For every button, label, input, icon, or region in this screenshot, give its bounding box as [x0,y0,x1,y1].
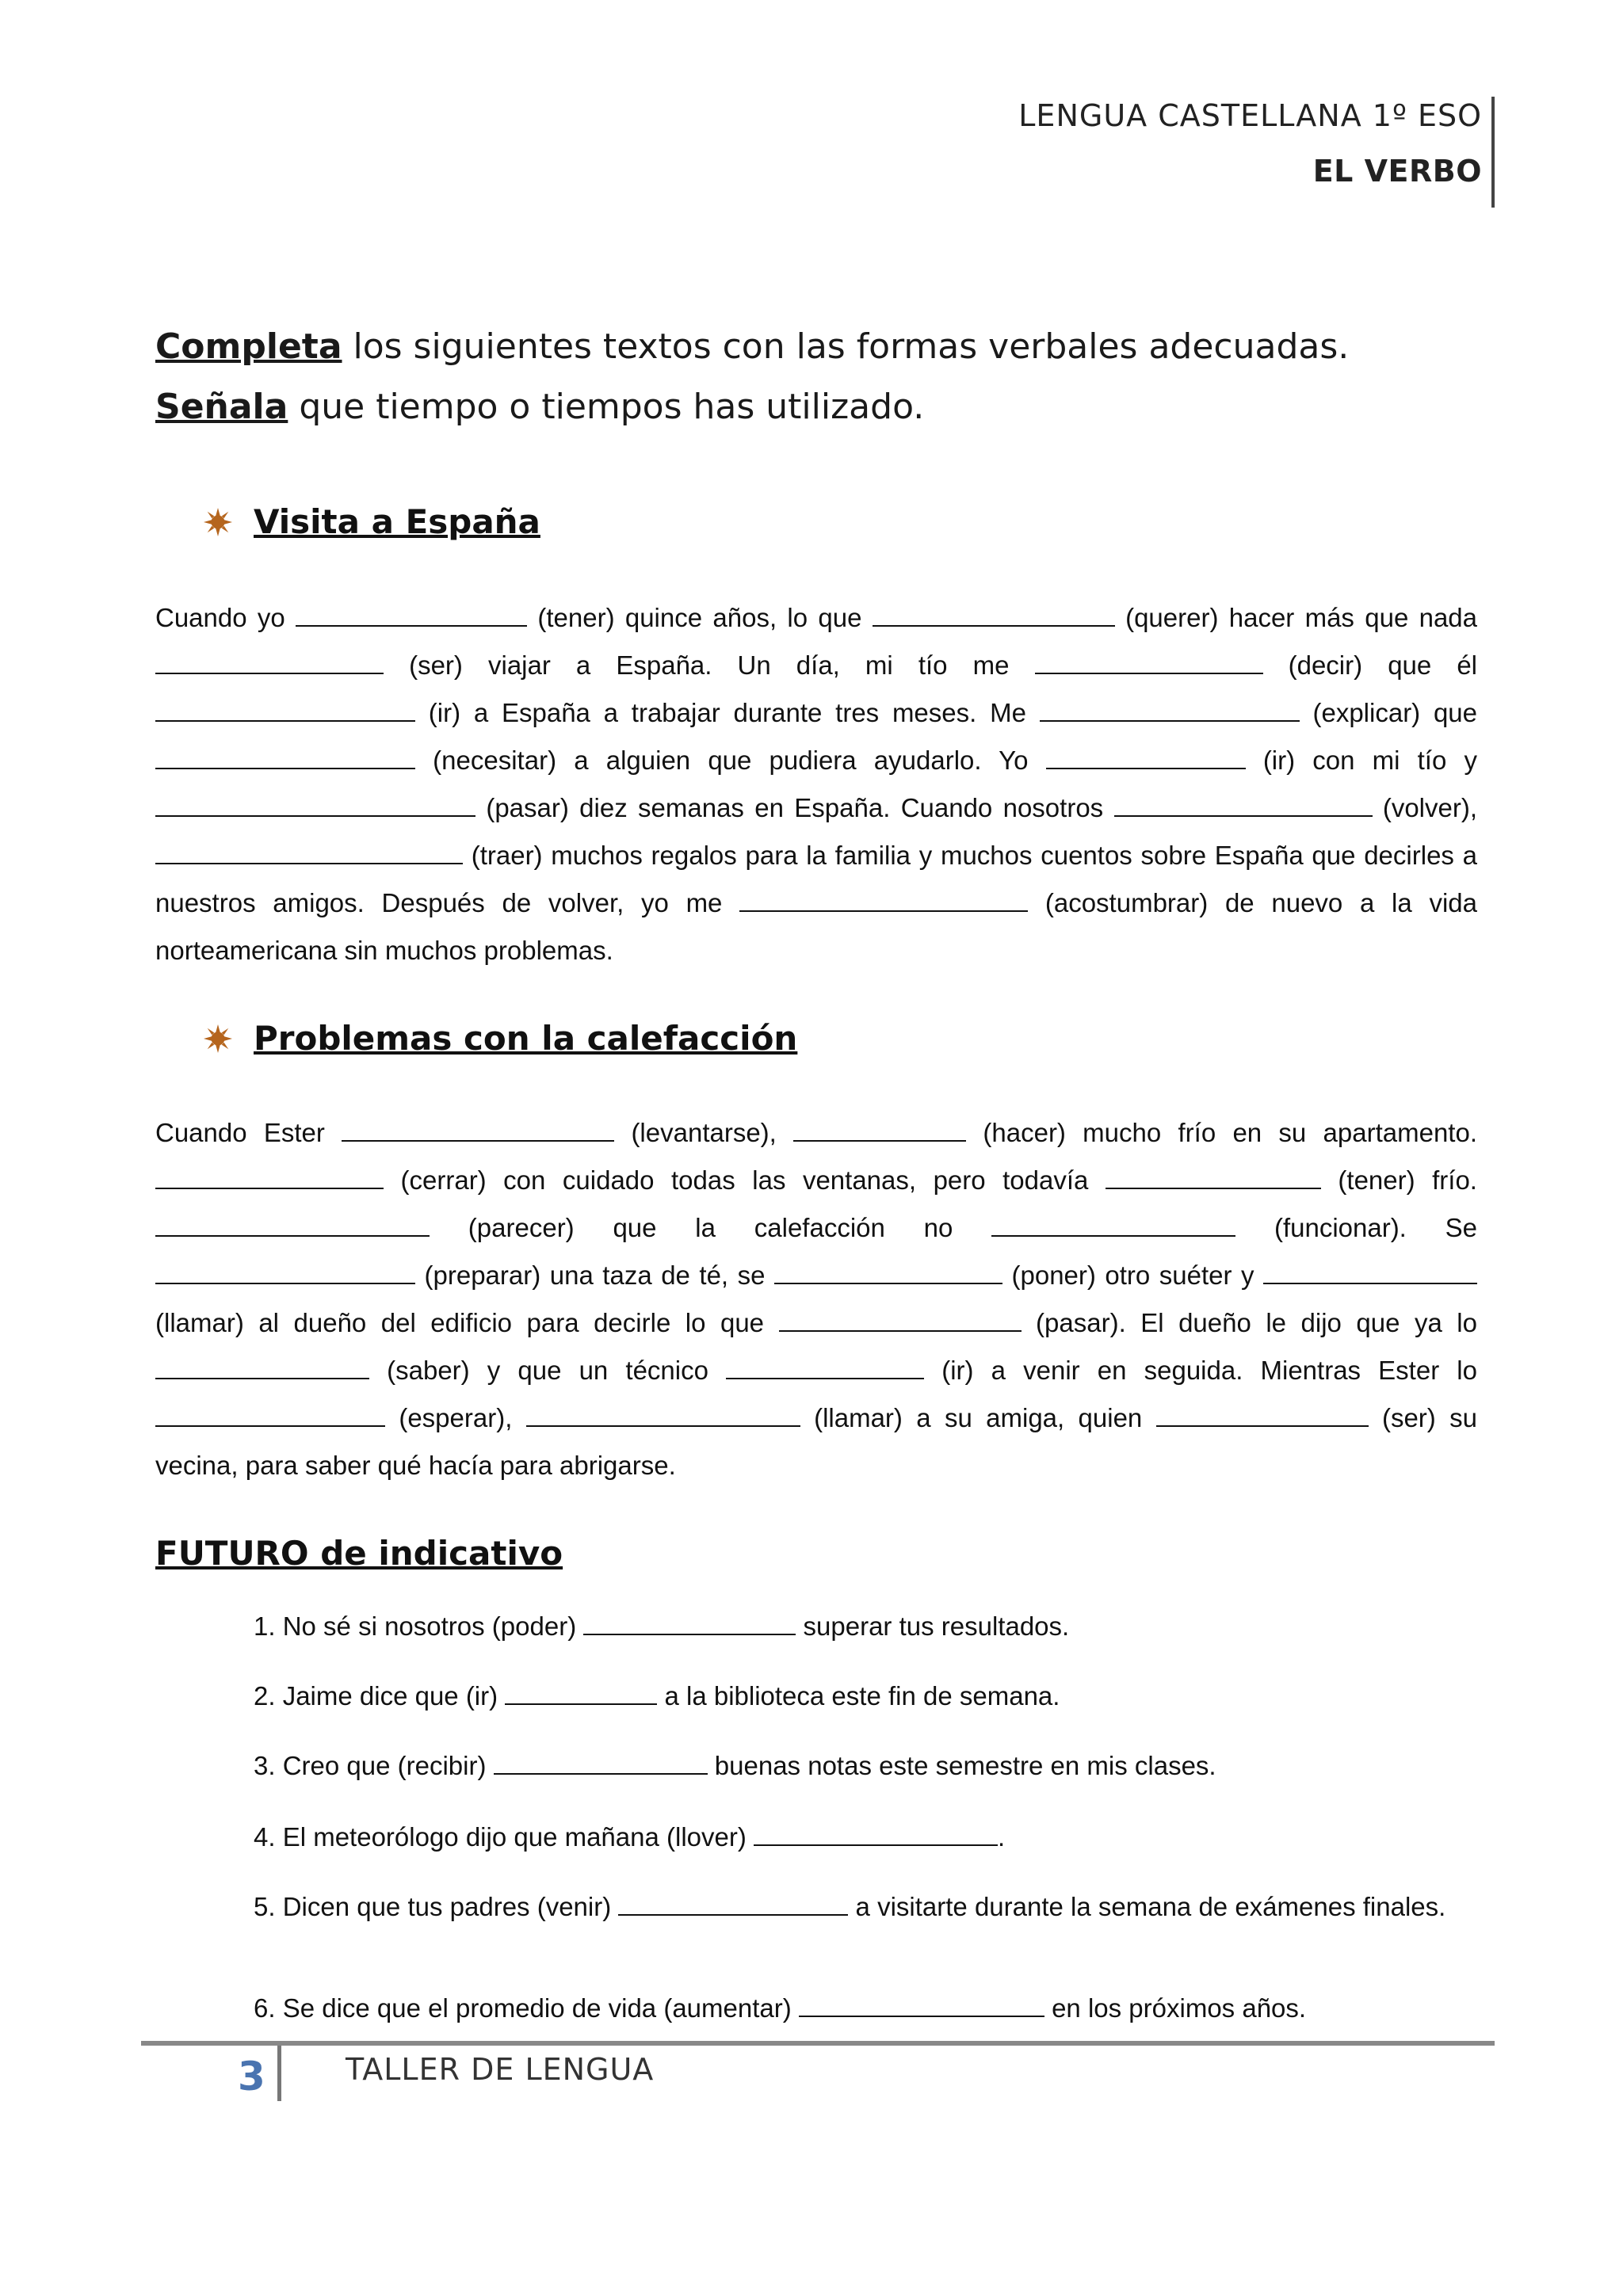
instruction-verb-completa: Completa [155,326,342,367]
blank-field[interactable] [1035,649,1263,674]
blank-field[interactable] [1156,1402,1369,1427]
blank-field[interactable] [505,1680,657,1705]
sun-bullet-icon [203,1024,233,1054]
instruction [155,317,1471,437]
blank-field[interactable] [1263,1259,1477,1284]
blank-field[interactable] [726,1354,924,1379]
section-title-futuro: FUTURO de indicativo [155,1534,563,1573]
header-subject: LENGUA CASTELLANA 1º ESO [1018,98,1482,133]
sun-bullet-icon [203,507,233,537]
blank-field[interactable] [583,1610,796,1635]
list-item: 2. Jaime dice que (ir) a la biblioteca este fin de semana. [254,1681,1060,1711]
paragraph-visita: Cuando yo (tener) quince años, lo que (querer) hacer más que nada (ser) viajar a España. Un día, mi tío me (decir) que él (ir) a España a trabajar durante tres meses. Me (explicar) que (necesitar) a alguien que pudiera ayudarlo. Yo (ir) con mi tío y (pasar) diez semanas en España. Cuando nosotros (volver), (traer) muchos regalos para la familia y muchos cuentos sobre España que decirles a nuestros amigos. Después de volver, yo me (acostumbrar) de nuevo a la vida norteamericana sin muchos problemas. [155,603,1478,965]
paragraph-calefaccion: Cuando Ester (levantarse), (hacer) mucho frío en su apartamento. (cerrar) con cuidado todas las ventanas, pero todavía (tener) frío. (parecer) que la calefacción no (funcionar). Se (preparar) una taza de té, se (poner) otro suéter y (llamar) al dueño del edificio para decirle lo que (pasar). El dueño le dijo que ya lo (saber) y que un técnico (ir) a venir en seguida. Mientras Ester lo (esperar), (llamar) a su amiga, quien (ser) su vecina, para saber qué hacía para abrigarse. [155,1118,1478,1480]
list-item: 3. Creo que (recibir) buenas notas este semestre en mis clases. [254,1751,1216,1780]
blank-field[interactable] [774,1259,1002,1284]
blank-field[interactable] [991,1211,1235,1237]
instruction-verb-senala: Señala [155,387,288,427]
list-item: 1. No sé si nosotros (poder) superar tus resultados. [254,1611,1070,1641]
footer-label: TALLER DE LENGUA [346,2052,655,2087]
blank-field[interactable] [342,1116,614,1142]
blank-field[interactable] [155,791,475,817]
footer-rule [141,2041,1495,2046]
instruction-text-1: los siguientes textos con las formas verbales adecuadas. [342,326,1350,367]
blank-field[interactable] [739,887,1028,912]
blank-field[interactable] [155,1354,369,1379]
list-item: 5. Dicen que tus padres (venir) a visitarte durante la semana de exámenes finales. [254,1892,1446,1921]
header-divider [1491,97,1495,208]
blank-field[interactable] [873,601,1115,627]
instruction-text-2: que tiempo o tiempos has utilizado. [288,387,925,427]
blank-field[interactable] [155,1259,415,1284]
blank-field[interactable] [1046,744,1246,769]
blank-field[interactable] [155,1402,385,1427]
footer-divider [277,2046,281,2101]
blank-field[interactable] [155,696,415,722]
blank-field[interactable] [1040,696,1300,722]
blank-field[interactable] [296,601,527,627]
header-topic: EL VERBO [1312,154,1482,189]
blank-field[interactable] [1106,1164,1321,1189]
blank-field[interactable] [754,1821,998,1846]
list-item: 6. Se dice que el promedio de vida (aumentar) en los próximos años. [254,1993,1307,2023]
blank-field[interactable] [155,1211,430,1237]
blank-field[interactable] [799,1992,1044,2017]
blank-field[interactable] [494,1749,708,1775]
blank-field[interactable] [618,1890,848,1916]
list-item: 4. El meteorólogo dijo que mañana (llover) . [254,1822,1006,1852]
blank-field[interactable] [155,1164,384,1189]
blank-field[interactable] [1114,791,1373,817]
section-title-calefaccion: Problemas con la calefacción [254,1019,798,1058]
blank-field[interactable] [155,839,463,864]
page-number: 3 [238,2054,265,2100]
blank-field[interactable] [155,744,415,769]
blank-field[interactable] [155,649,384,674]
section-title-visita: Visita a España [254,502,540,541]
blank-field[interactable] [793,1116,966,1142]
blank-field[interactable] [779,1306,1022,1332]
blank-field[interactable] [526,1402,800,1427]
